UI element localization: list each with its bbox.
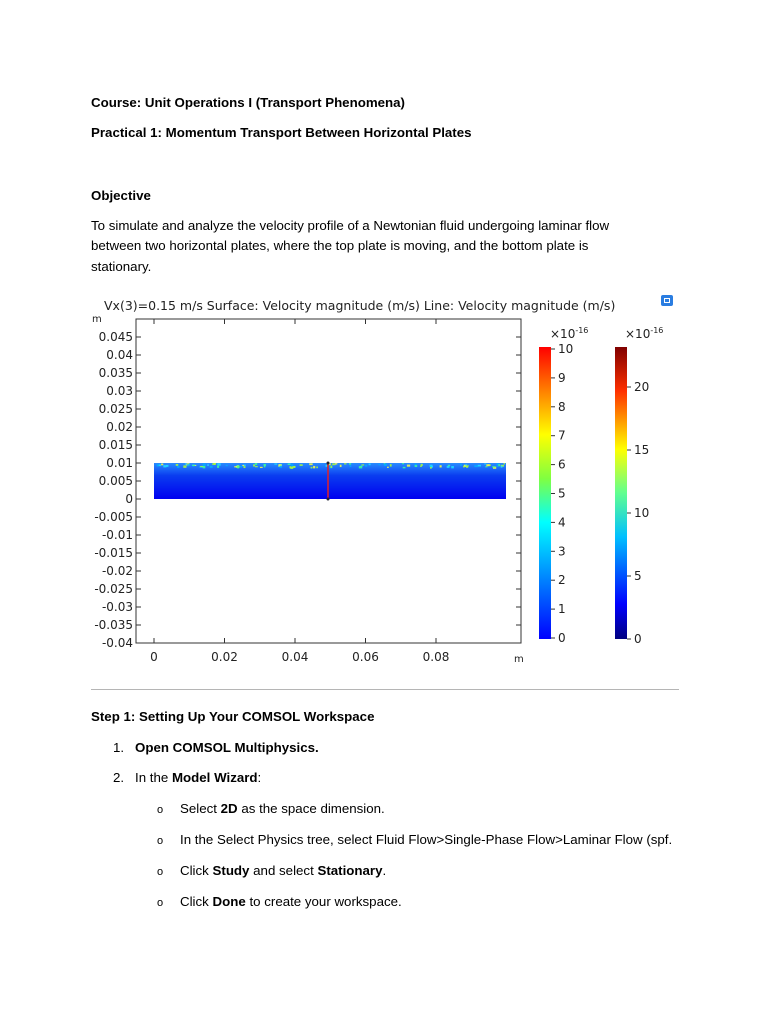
colorbar-tick-label: 3 [558, 544, 566, 559]
y-tick-label: 0.025 [98, 402, 133, 416]
svg-text:×10-16: $\times 10^{-16}$ [625, 326, 664, 341]
colorbar-tick-label: 9 [558, 370, 566, 385]
y-tick-label: 0.035 [98, 366, 133, 380]
sub-list-item: o Click Study and select Stationary. [157, 863, 387, 878]
y-tick-label: 0 [125, 492, 133, 506]
sub-list-item: o Select 2D as the space dimension. [157, 801, 385, 816]
sub-list-item: o Click Done to create your workspace. [157, 894, 402, 909]
x-tick-label: 0 [150, 650, 158, 664]
y-tick-label: -0.005 [94, 510, 133, 524]
colorbar-tick-label: 0 [558, 631, 566, 645]
y-tick-label: -0.035 [94, 618, 133, 632]
x-tick-label: 0.02 [211, 650, 238, 664]
y-tick-label: -0.04 [101, 636, 133, 650]
section-divider [91, 689, 679, 690]
sub-list-item: o In the Select Physics tree, select Fluid Flow>Single-Phase Flow>Laminar Flow (spf. [157, 832, 673, 847]
y-tick-label: 0.015 [98, 438, 133, 452]
x-tick-label: 0.04 [281, 650, 309, 664]
colorbar-tick-label: 20 [634, 380, 650, 394]
x-tick-label: 0.06 [352, 650, 379, 664]
y-tick-label: -0.015 [94, 546, 133, 560]
y-tick-label: 0.03 [106, 384, 133, 398]
x-axis-unit: m [514, 654, 524, 665]
y-tick-label: 0.01 [106, 456, 133, 470]
y-tick-label: 0.04 [106, 348, 133, 362]
flow-domain [154, 462, 506, 501]
expand-icon[interactable] [661, 295, 673, 306]
list-item: 1. Open COMSOL Multiphysics. [113, 740, 319, 755]
y-tick-label: -0.03 [101, 600, 133, 614]
objective-heading: Objective [91, 188, 151, 203]
colorbar-tick-label: 4 [558, 515, 566, 530]
y-tick-label: -0.025 [94, 582, 133, 596]
y-tick-label: 0.02 [106, 420, 133, 434]
colorbar-tick-label: 2 [558, 573, 566, 588]
colorbar-surface [539, 326, 588, 645]
colorbar-tick-label: 8 [558, 399, 566, 414]
colorbar-tick-label: 15 [634, 443, 650, 457]
y-tick-label: -0.02 [101, 564, 133, 578]
course-title: Course: Unit Operations I (Transport Phenomena) [91, 95, 405, 110]
y-tick-label: 0.045 [98, 330, 133, 344]
objective-text: To simulate and analyze the velocity profile of a Newtonian fluid undergoing laminar flow between two horizontal plates, where the top plate is moving, and the bottom plate is stationary. [91, 218, 610, 274]
list-item: 2. In the Model Wizard: [113, 770, 262, 785]
figure-title: Vx(3)=0.15 m/s Surface: Velocity magnitude (m/s) Line: Velocity magnitude (m/s) [104, 298, 616, 313]
colorbar-tick-label: 5 [634, 569, 642, 583]
velocity-plot-figure [84, 292, 704, 672]
colorbar-tick-label: 7 [558, 428, 566, 443]
colorbar-line [615, 326, 663, 646]
x-tick-label: 0.08 [422, 650, 450, 664]
colorbar-tick-label: 10 [558, 342, 574, 356]
colorbar-tick-label: 1 [558, 602, 566, 617]
practical-title: Practical 1: Momentum Transport Between Horizontal Plates [91, 125, 472, 140]
colorbar-tick-label: 0 [634, 632, 642, 646]
y-tick-label: 0.005 [98, 474, 133, 488]
colorbar-tick-label: 5 [558, 486, 566, 501]
y-axis-unit: m [92, 314, 102, 325]
colorbar-tick-label: 6 [558, 457, 566, 472]
svg-text:×10-16: $\times 10^{-16}$ [550, 326, 589, 341]
y-tick-label: -0.01 [101, 528, 133, 542]
colorbar-tick-label: 10 [634, 506, 650, 520]
step1-heading: Step 1: Setting Up Your COMSOL Workspace [91, 709, 375, 724]
